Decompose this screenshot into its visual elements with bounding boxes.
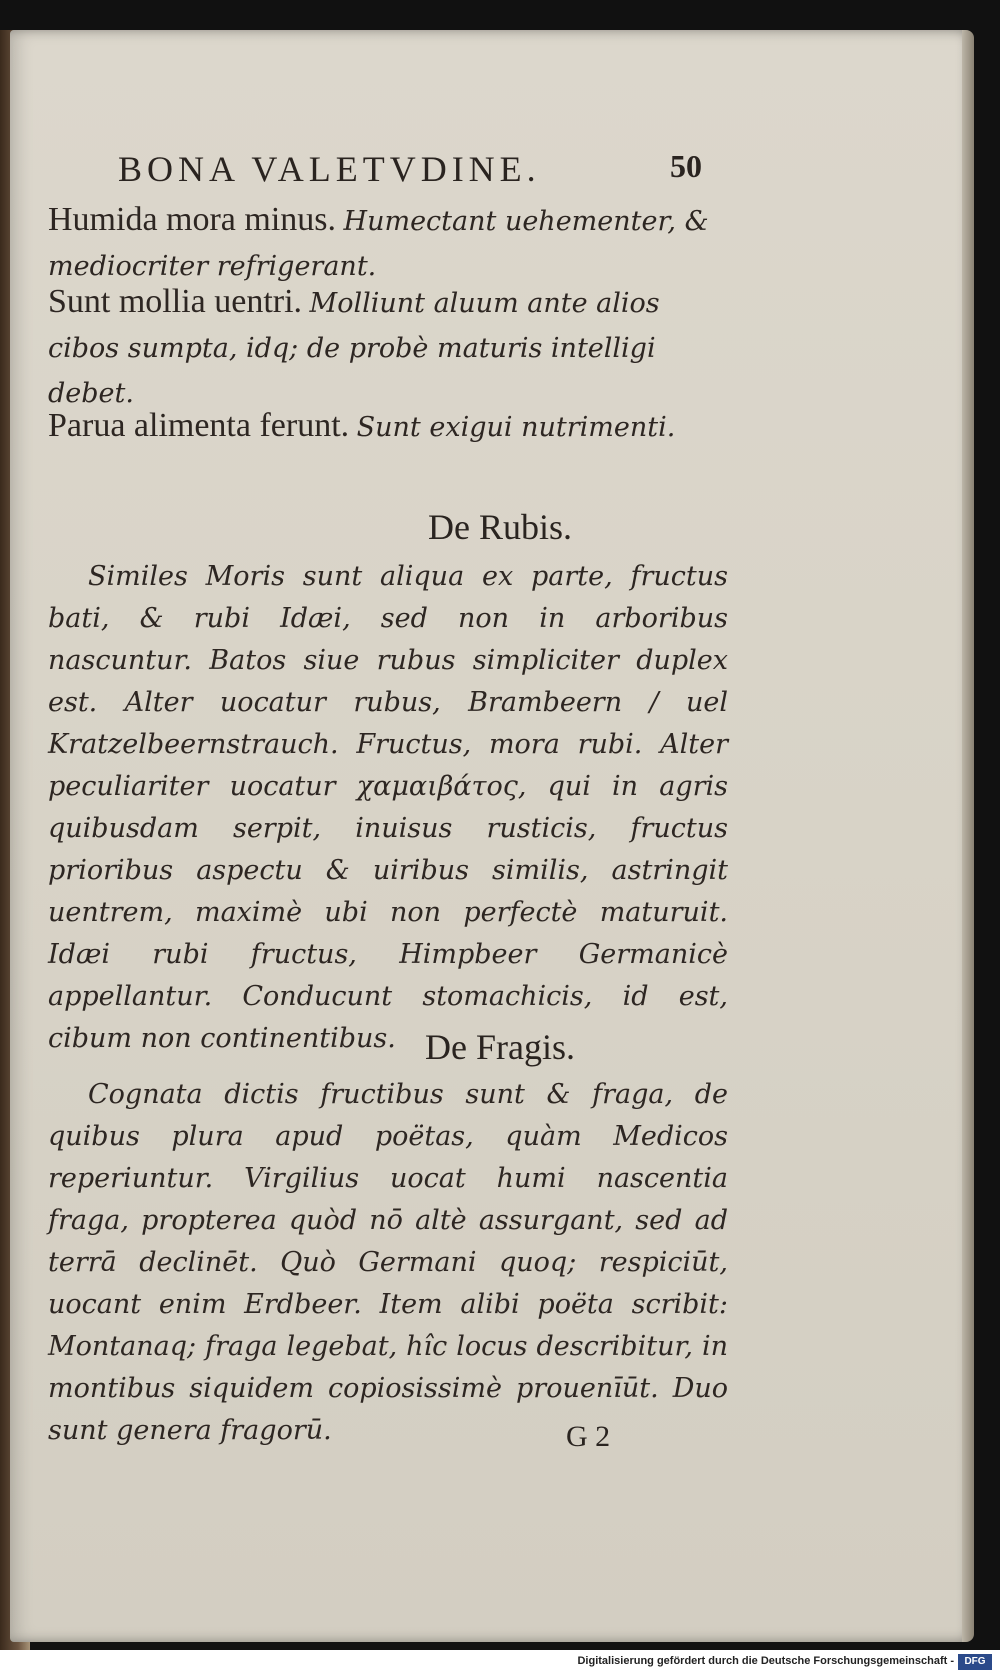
verse-comment: Molliunt aluum ante alios cibos sumpta, idq; de probè maturis intelligi debet.: [48, 288, 660, 409]
digitization-footer: [0, 1650, 1000, 1675]
verse-entry: [48, 280, 728, 416]
signature-mark: G 2: [566, 1420, 611, 1453]
section-heading: De Fragis.: [425, 1027, 575, 1067]
verse-lemma: Parua alimenta ferunt.: [48, 407, 350, 444]
page-number: 50: [670, 148, 702, 184]
verse-comment: Humectant uehementer, & mediocriter refrigerant.: [48, 206, 709, 282]
verse-entry: [48, 404, 728, 450]
verse-lemma: Humida mora minus.: [48, 201, 337, 238]
verse-lemma: Sunt mollia uentri.: [48, 283, 303, 320]
page-edge-shadow: [962, 30, 974, 1642]
verse-comment: Sunt exigui nutrimenti.: [356, 412, 676, 443]
dfg-logo: DFG: [958, 1654, 992, 1670]
running-head: BONA VALETVDINE.: [118, 149, 541, 189]
section-heading: De Rubis.: [428, 507, 572, 547]
section-paragraph: Similes Moris sunt aliqua ex parte, fructus bati, & rubi Idæi, sed non in arboribus nascuntur. Batos siue rubus simpliciter duplex est. Alter uocatur rubus, Brambeern / uel Kratzelbeernstrauch. Fructus, mora rubi. Alter peculiariter uocatur χαμαιβάτος, qui in agris quibusdam serpit, inuisus rusticis, fructus prioribus aspectu & uiribus similis, astringit uentrem, maximè ubi non perfectè maturuit. Idæi rubi fructus, Himpbeer Germanicè appellantur. Conducunt stomachicis, id est, cibum non continentibus.: [48, 561, 728, 1054]
section-paragraph: Cognata dictis fructibus sunt & fraga, de quibus plura apud poëtas, quàm Medicos reperiuntur. Virgilius uocat humi nascentia fraga, propterea quòd nō altè assurgant, sed ad terrā declinēt. Quò Germani quoq; respiciūt, uocant enim Erdbeer. Item alibi poëta scribit: Montanaq; fraga legebat, hîc locus describitur, in montibus siquidem copiosissimè prouenīūt. Duo sunt genera fragorū.: [48, 1079, 728, 1446]
verse-entry: [48, 198, 728, 289]
footer-credit: Digitalisierung gefördert durch die Deutsche Forschungsgemeinschaft -: [577, 1655, 954, 1667]
